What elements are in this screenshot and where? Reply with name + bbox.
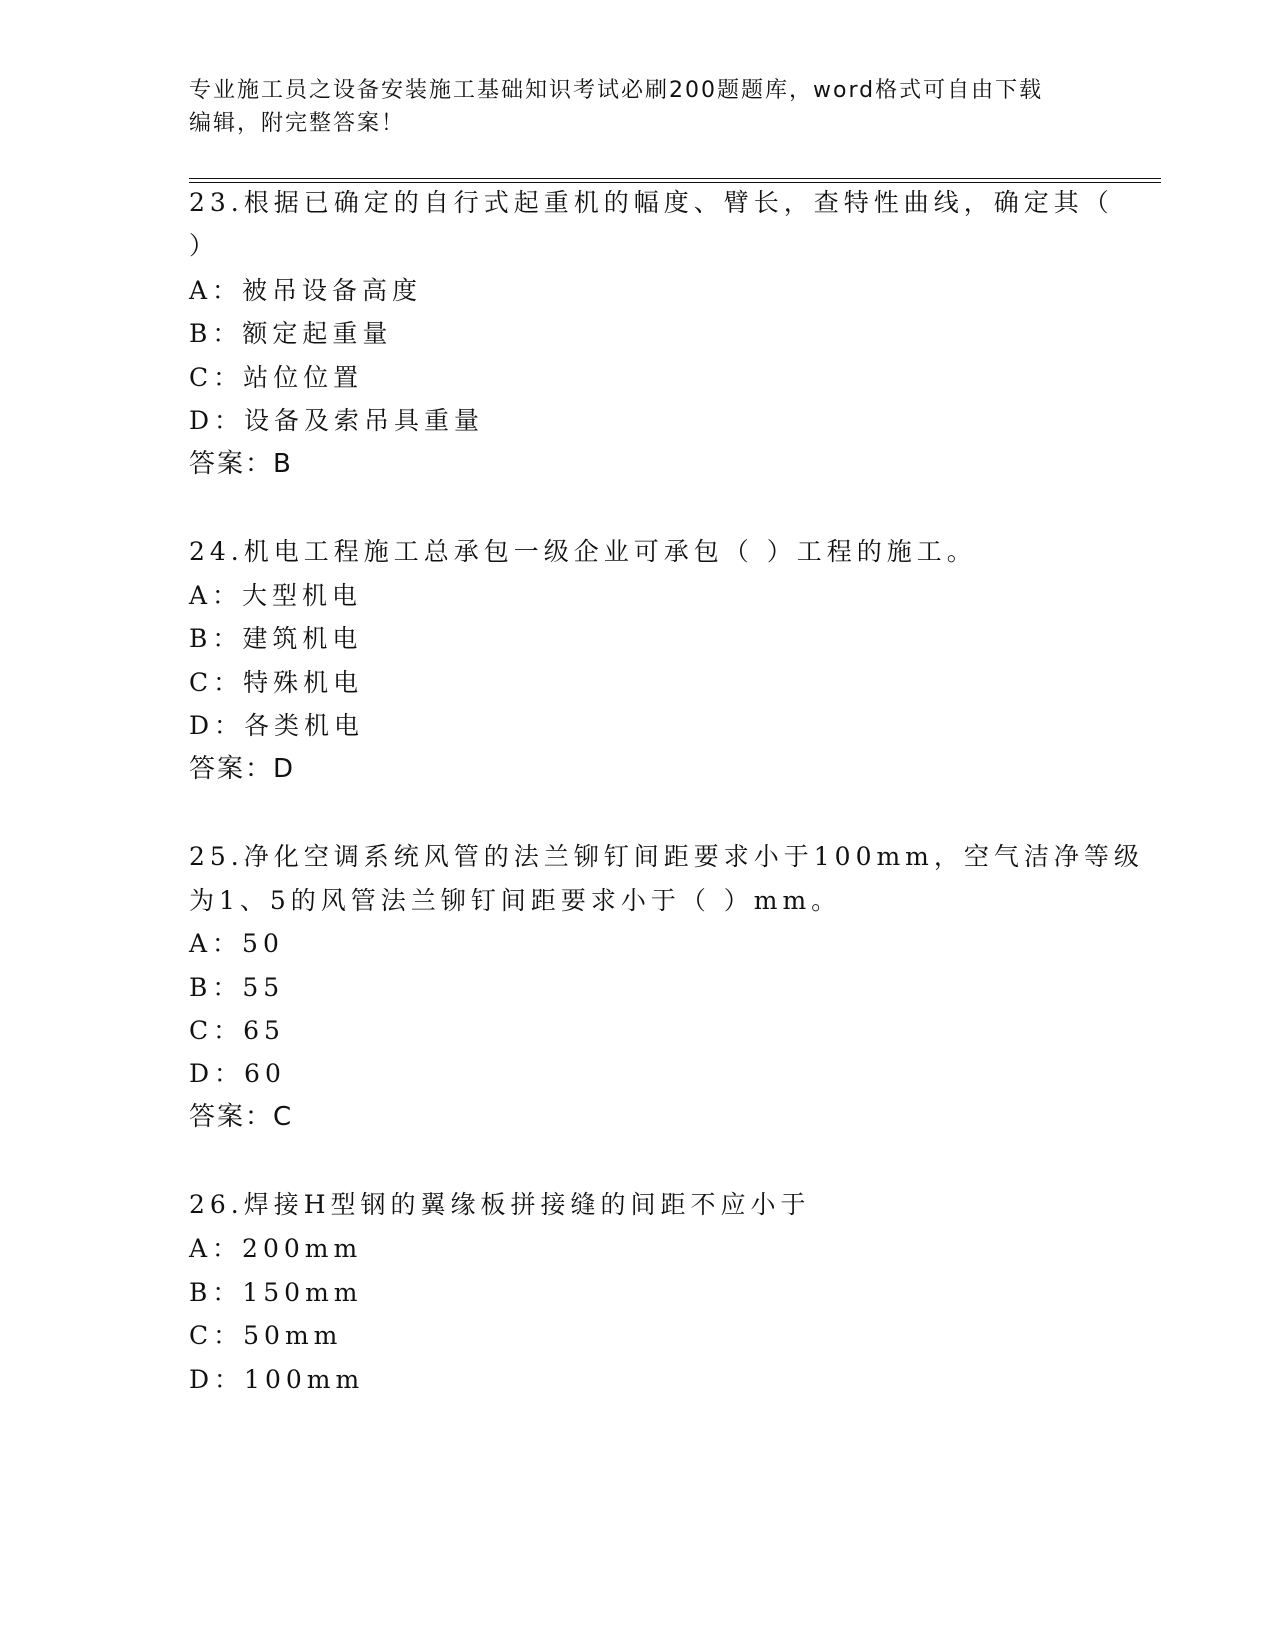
question-23-option-d: D：设备及索吊具重量 bbox=[189, 406, 485, 435]
question-25-option-b: B：55 bbox=[189, 973, 285, 1002]
question-25-stem-line-1: 25.净化空调系统风管的法兰铆钉间距要求小于100mm，空气洁净等级 bbox=[189, 842, 1144, 871]
question-23-stem-line-1: 23.根据已确定的自行式起重机的幅度、臂长，查特性曲线，确定其（ bbox=[189, 188, 1114, 217]
header-title-line-2: 编辑，附完整答案！ bbox=[189, 111, 406, 136]
question-24-option-a: A：大型机电 bbox=[189, 581, 363, 610]
question-25-option-c: C：65 bbox=[189, 1016, 285, 1045]
question-25-option-d: D：60 bbox=[189, 1059, 286, 1088]
header-title-line-1: 专业施工员之设备安装施工基础知识考试必刷200题题库，word格式可自由下载 bbox=[189, 78, 1044, 103]
document-header bbox=[189, 74, 1089, 140]
question-24-option-d: D：各类机电 bbox=[189, 711, 365, 740]
question-23-answer: 答案：B bbox=[189, 449, 293, 479]
question-26-option-c: C：50mm bbox=[189, 1321, 343, 1350]
question-24-stem-line-1: 24.机电工程施工总承包一级企业可承包（ ）工程的施工。 bbox=[189, 537, 977, 566]
header-double-rule bbox=[189, 178, 1161, 183]
question-25-stem-line-2: 为1、5的风管法兰铆钉间距要求小于（ ）mm。 bbox=[189, 886, 842, 915]
question-24-option-c: C：特殊机电 bbox=[189, 668, 364, 697]
question-23-stem-line-2: ） bbox=[189, 231, 220, 260]
question-23-option-a: A：被吊设备高度 bbox=[189, 276, 423, 305]
question-24-option-b: B：建筑机电 bbox=[189, 624, 363, 653]
question-26-option-a: A：200mm bbox=[189, 1234, 363, 1263]
question-26-stem-line-1: 26.焊接H型钢的翼缘板拼接缝的间距不应小于 bbox=[189, 1190, 811, 1219]
question-23-option-b: B：额定起重量 bbox=[189, 319, 393, 348]
question-26-option-b: B：150mm bbox=[189, 1278, 363, 1307]
question-25-option-a: A：50 bbox=[189, 929, 284, 958]
question-25-answer: 答案：C bbox=[189, 1102, 294, 1132]
question-26-option-d: D：100mm bbox=[189, 1365, 365, 1394]
question-24-answer: 答案：D bbox=[189, 754, 296, 784]
question-23-option-c: C：站位位置 bbox=[189, 363, 364, 392]
